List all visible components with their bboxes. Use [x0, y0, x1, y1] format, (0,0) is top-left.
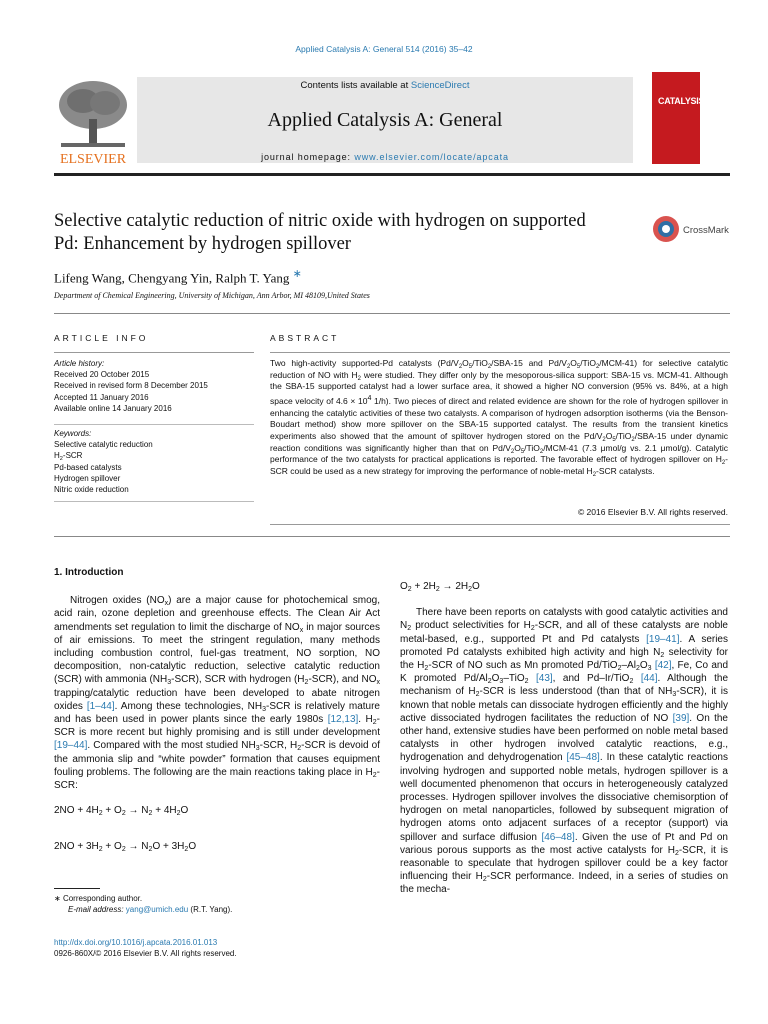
divider — [270, 524, 730, 525]
citation-link[interactable]: [39] — [672, 712, 690, 724]
journal-title: Applied Catalysis A: General — [267, 109, 503, 131]
intro-paragraph-1: Nitrogen oxides $(NO_x)$ are a major cause for photochemical smog, acid rain, ozone depletion and greenhouse effects. The Clean Air Act amendments set regulation to limit the discharge of $NO_x$ in major sources of air emissions. To meet the stringent regulation, many methods including combustion control, fuel-gas treatment, NO sorption, NO decomposition, non-catalytic reduction, selective catalytic reduction (SCR) with ammonia $(NH_3-SCR)$, SCR with hydrogen $(H_2-SCR)$, and $NO_x$ trapping/catalytic reduction have been developed to abate nitrogen oxides [1–44]. Among these technologies, $NH_3$-SCR is relatively mature and has been used in power plants since the early 1980s [12,13]. $H_2$-SCR is more recent but highly promising and is still under development [19–44]. Compared with the most studied $NH_3$-SCR, $H_2$-SCR is devoid of the ammonia slip and “white powder” formation that causes equipment fouling problems. The following are the main reactions taking place in $H_2$-SCR: — [54, 595, 381, 792]
history-revised: Received in revised form 8 December 2015 — [54, 381, 208, 391]
article-title: Selective catalytic reduction of nitric oxide with hydrogen on supported Pd: Enhancement by hydrogen spillover — [54, 211, 586, 254]
keyword: $H_2$-SCR — [54, 451, 83, 463]
author-list: Lifeng Wang, Chengyang Yin, Ralph T. Yang ∗ — [54, 268, 302, 286]
intro-left-column — [54, 566, 380, 854]
intro-right-column — [400, 580, 728, 897]
crossmark-badge[interactable] — [652, 214, 732, 244]
footnote-email: E-mail address: yang@umich.edu (R.T. Yang). — [68, 905, 233, 914]
homepage-link[interactable]: www.elsevier.com/locate/apcata — [354, 152, 509, 162]
history-label: Article history: — [54, 359, 105, 368]
doi-link[interactable]: http://dx.doi.org/10.1016/j.apcata.2016.01.013 — [54, 938, 218, 947]
history-online: Available online 14 January 2016 — [54, 403, 172, 413]
keywords-label: Keywords: — [54, 429, 92, 439]
citation-link[interactable]: [44] — [640, 673, 658, 685]
equation-1: $2NO + 4H_2 + O_2 \to N_2 + 4H_2O$ — [54, 805, 189, 818]
keyword: Pd-based catalysts — [54, 462, 122, 472]
cover-title: CATALYSIS — [658, 96, 705, 106]
keyword: Selective catalytic reduction — [54, 440, 153, 450]
divider — [54, 352, 254, 353]
equation-3: $O_2 + 2H_2 \to 2H_2O$ — [400, 581, 480, 593]
svg-text:CrossMark: CrossMark — [683, 225, 729, 236]
journal-cover-image — [652, 72, 705, 164]
citation-link[interactable]: [12,13] — [327, 714, 359, 726]
email-link[interactable]: yang@umich.edu — [125, 905, 189, 914]
keyword: Hydrogen spillover — [54, 473, 121, 483]
divider — [54, 536, 730, 537]
issn-line: 0926-860X/© 2016 Elsevier B.V. All rights reserved. — [54, 949, 237, 958]
elsevier-logo — [53, 75, 133, 167]
citation-link[interactable]: [19–41] — [646, 633, 680, 645]
corresponding-author-mark[interactable]: ∗ — [292, 268, 302, 280]
affiliation: Department of Chemical Engineering, University of Michigan, Ann Arbor, MI 48109,United States — [54, 291, 370, 300]
divider — [54, 313, 730, 314]
contents-line: Contents lists available at ScienceDirect — [300, 80, 470, 91]
section-heading-introduction: 1. Introduction — [54, 567, 124, 578]
keyword: Nitric oxide reduction — [54, 485, 129, 495]
footnote-corresponding: ∗ Corresponding author. — [54, 894, 143, 903]
doi-block — [54, 937, 374, 959]
history-received: Received 20 October 2015 — [54, 370, 150, 380]
footnote — [54, 893, 374, 915]
citation-link[interactable]: [43] — [535, 673, 553, 685]
sciencedirect-link[interactable]: ScienceDirect — [410, 80, 470, 91]
journal-citation-line[interactable]: Applied Catalysis A: General 514 (2016) 35–42 — [295, 44, 473, 54]
citation-link[interactable]: [45–48] — [566, 752, 600, 764]
citation-link[interactable]: [19–44] — [54, 740, 88, 752]
history-accepted: Accepted 11 January 2016 — [54, 392, 149, 402]
footnote-rule — [54, 888, 100, 889]
divider — [270, 352, 730, 353]
abstract-copyright: © 2016 Elsevier B.V. All rights reserved. — [577, 507, 728, 517]
svg-text:ELSEVIER: ELSEVIER — [59, 152, 127, 167]
citation-link[interactable]: [46–48] — [541, 831, 575, 843]
divider — [54, 501, 254, 502]
citation-link[interactable]: [42] — [654, 660, 672, 672]
article-info-panel — [54, 358, 264, 495]
abstract-text: Two high-activity supported-Pd catalysts ($Pd/V_2O_5/TiO_2/SBA-15$ and $Pd/V_2O_5/TiO_2/MCM-41$) for selective catalytic reduction of NO with $H_2$ were studied. They differ only by the mesoporous-silica support: SBA-15 vs. MCM-41. Although the SBA-15 supported catalyst had a lower surface area, it showed a higher NO conversion (95% vs. 84%, at a high space velocity of $4.6 \times 10^4$ 1/h). Two pieces of direct and related evidence are shown for the role of hydrogen spillover in enhancing the catalytic activities of these two catalysts. A comparison of hydrogen adsorption isotherms (via the Benson-Boudart method) show more spillover on the SBA-15 supported catalyst. The results from the transient kinetics experiments also showed that the amount of spiltover hydrogen stored on the $Pd/V_2O_5/TiO_2/SBA-15$ under dynamic reaction conditions was significantly higher than that on $Pd/V_2O_5/TiO_2/MCM-41$ (7.3 μmol/g vs. 2.1 μmol/g). Catalytic performance of the two catalysts for practical applications is reported. The favorable effect of hydrogen spillover on $H_2$-SCR could be used as a new strategy for improving the performance of noble-metal $H_2$-SCR catalysts. — [270, 358, 729, 479]
citation-link[interactable]: [1–44] — [86, 700, 115, 712]
intro-paragraph-2: There have been reports on catalysts with good catalytic activities and $N_2$ product selectivities for $H_2$-SCR, and all of these catalysts are noble metal-based, e.g., supported Pt and Pd catalysts [19–41]. A series promoted Pd catalysts exhibited high activity and high $N_2$ selectivity for the $H_2$-SCR of NO such as Mn promoted $Pd/TiO_2-Al_2O_3$ [42], Fe, Co and K promoted $Pd/Al_2O_3-TiO_2$ [43], and Pd–Ir/TiO$_2$ [44]. Although the mechanism of $H_2$-SCR is less understood (than that of $NH_3-SCR$), it is known that noble metals can dissociate hydrogen efficiently and the highly active dissociated hydrogen facilitates the reduction of NO [39]. On the other hand, extensive studies have been performed on noble metal based catalysts in other hydrogen involved catalytic reactions, e.g., hydrogenation and dehydrogenation [45–48]. In these catalytic reactions involving hydrogen and supported noble metals, hydrogen spillover is a well documented phenomenon that occurs in heterogeneously catalyzed processes. Hydrogen spillover involves the dissociative chemisorption of hydrogen on metal nanoparticles, followed by subsequent migration of hydrogen atoms onto adjacent surfaces of a receptor (support) via spillover and surface diffusion [46–48]. Given the use of Pt and Pd on various porous supports as the most active catalysts for $H_2$-SCR, it is reasonable to speculate that hydrogen spillover could be a key factor influencing their $H_2$-SCR performance. Indeed, in a series of studies on the mecha- — [400, 607, 729, 896]
equation-2: $2NO + 3H_2 + O_2 \to N_2O + 3H_2O$ — [54, 841, 197, 854]
abstract-heading: ABSTRACT — [270, 333, 340, 343]
article-info-heading: ARTICLE INFO — [54, 333, 149, 343]
journal-homepage: journal homepage: www.elsevier.com/locate/apcata — [261, 152, 509, 162]
header-rule — [54, 173, 730, 176]
